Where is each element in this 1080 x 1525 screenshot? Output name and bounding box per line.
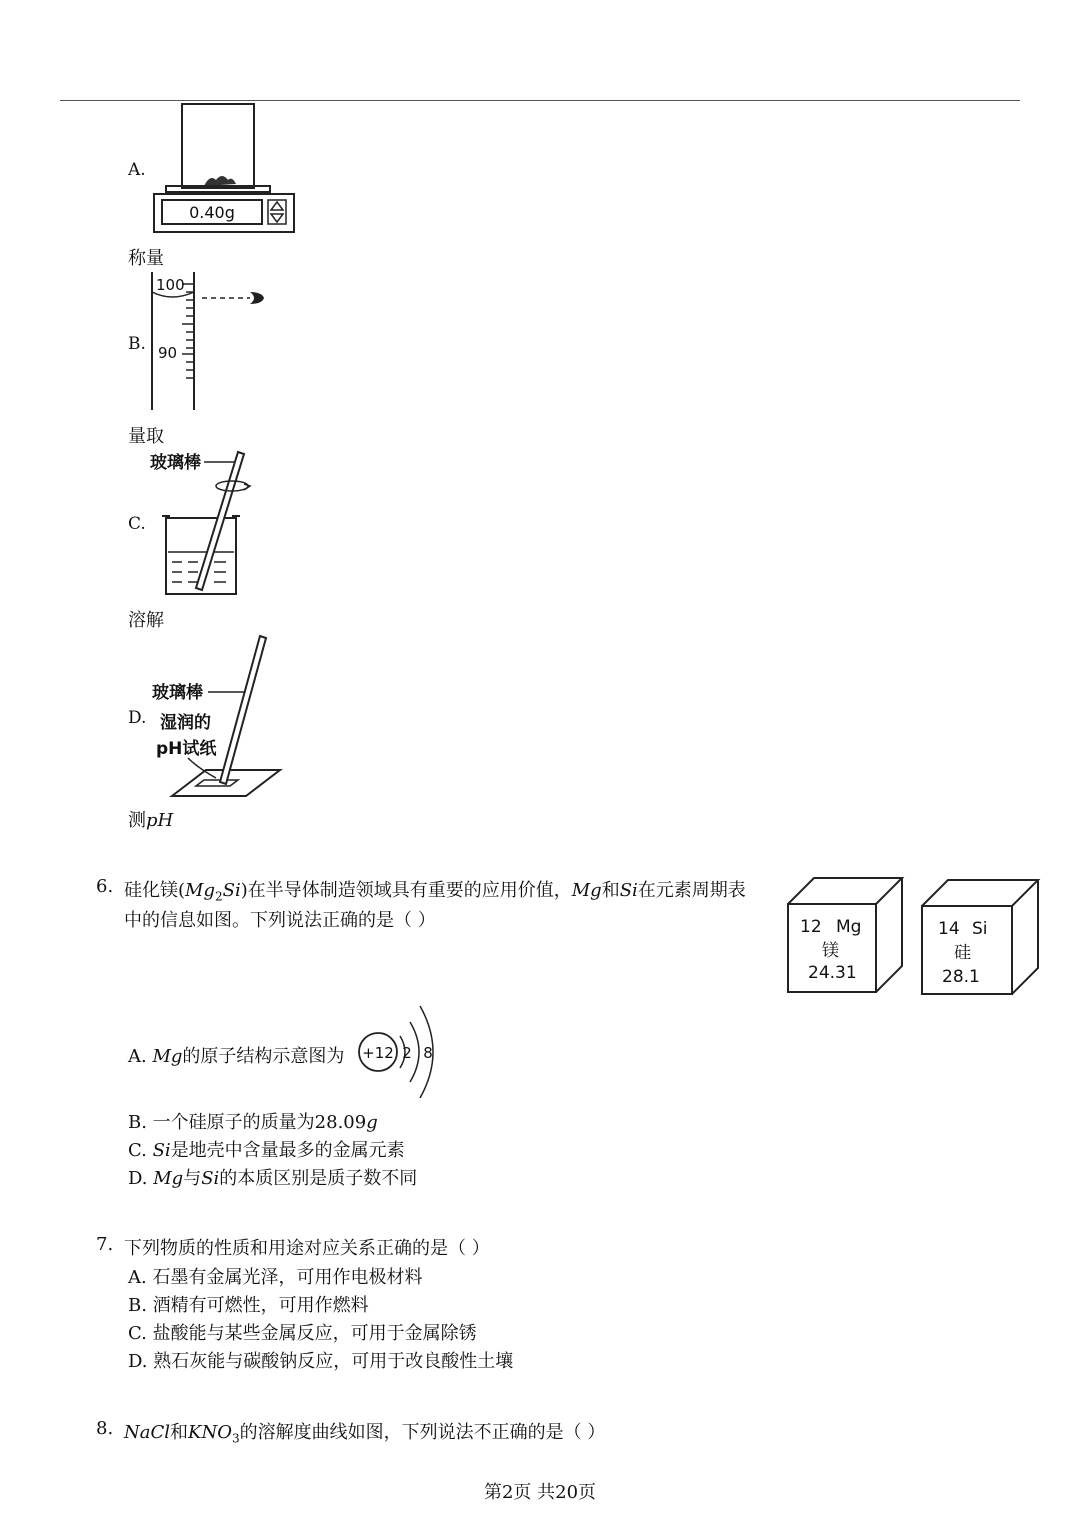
q7-option-d: D. 熟石灰能与碳酸钠反应，可用于改良酸性土壤	[128, 1351, 514, 1372]
si-atomic-number: 14	[938, 919, 960, 939]
header-rule	[60, 100, 1020, 101]
q8-stem	[124, 1418, 605, 1446]
ph-paper-line2: pH试纸	[156, 739, 217, 759]
q6-option-d	[128, 1164, 417, 1190]
q8-number: 8.	[96, 1418, 114, 1439]
dissolve-illustration	[148, 446, 268, 602]
mg-name: 镁	[822, 941, 839, 961]
q6-stem-si: Si	[619, 880, 638, 901]
q8-kno-sub: 3	[231, 1431, 240, 1446]
mg-atomic-number: 12	[800, 917, 822, 937]
ph-paper-line1: 湿润的	[160, 713, 211, 733]
q5-option-d-caption-var: pH	[146, 810, 174, 831]
q5-option-b-caption: 量取	[128, 426, 164, 447]
balance-illustration	[150, 102, 300, 236]
atom-shell-2: 8	[423, 1044, 433, 1062]
element-cards	[786, 876, 1046, 998]
q7-number: 7.	[96, 1234, 114, 1255]
dissolve-rod-label: 玻璃棒	[150, 453, 201, 473]
q6-number: 6.	[96, 876, 114, 897]
q6-stem-and: 和	[601, 880, 620, 901]
q7-stem: 下列物质的性质和用途对应关系正确的是（ ）	[124, 1238, 490, 1259]
q6-stem-line2: 中的信息如图。下列说法正确的是（ ）	[124, 910, 436, 931]
atom-shell-1: 2	[402, 1044, 412, 1062]
q6-option-c-var: Si	[152, 1140, 171, 1161]
q6-stem-part-a: 硅化镁(	[124, 880, 186, 901]
q7-option-a: A. 石墨有金属光泽，可用作电极材料	[128, 1267, 423, 1288]
q5-option-b-label: B.	[128, 334, 146, 354]
cylinder-illustration	[146, 270, 276, 414]
q6-option-a-text: 的原子结构示意图为	[182, 1046, 345, 1067]
q5-option-d-label: D.	[128, 708, 147, 728]
q6-option-d-mid: 与	[183, 1168, 202, 1189]
q6-option-c-text: 是地壳中含量最多的金属元素	[170, 1140, 405, 1161]
q6-option-a	[128, 1042, 344, 1068]
si-mass: 28.1	[942, 967, 980, 987]
q8-and: 和	[170, 1422, 189, 1443]
q6-option-d-label: D.	[128, 1168, 148, 1189]
ph-rod-label: 玻璃棒	[152, 683, 203, 703]
q6-option-a-var: Mg	[152, 1046, 183, 1067]
q6-option-a-label: A.	[128, 1046, 147, 1067]
q6-option-b-unit: g	[366, 1112, 378, 1133]
si-name: 硅	[954, 943, 971, 963]
si-symbol: Si	[972, 919, 988, 939]
mg-symbol: Mg	[836, 917, 862, 937]
q6-option-c	[128, 1136, 405, 1162]
q6-formula-sub: 2	[214, 889, 223, 904]
q6-option-d-var2: Si	[201, 1168, 220, 1189]
q5-option-c-caption: 溶解	[128, 610, 164, 631]
page-footer: 第2页 共20页	[483, 1482, 597, 1503]
q6-stem-line1	[124, 876, 746, 904]
atom-nucleus: +12	[362, 1044, 394, 1062]
balance-display: 0.40g	[189, 203, 235, 222]
q6-option-b-text: B. 一个硅原子的质量为28.09	[128, 1112, 367, 1133]
q7-option-b: B. 酒精有可燃性，可用作燃料	[128, 1295, 369, 1316]
ph-test-illustration	[144, 632, 286, 804]
q5-option-a-label: A.	[128, 160, 146, 180]
q6-stem-part-b: )在半导体制造领域具有重要的应用价值，	[240, 880, 572, 901]
cylinder-tick-top: 100	[156, 276, 185, 294]
q8-stem-text: 的溶解度曲线如图，下列说法不正确的是（ ）	[239, 1422, 606, 1443]
q6-formula-si: Si	[222, 880, 241, 901]
q5-option-d-caption	[128, 806, 173, 832]
q8-nacl: NaCl	[124, 1422, 171, 1443]
q7-option-c: C. 盐酸能与某些金属反应，可用于金属除锈	[128, 1323, 477, 1344]
q6-stem-mg: Mg	[571, 880, 602, 901]
cylinder-tick-mid: 90	[158, 344, 178, 362]
q6-stem-part-c: 在元素周期表	[637, 880, 746, 901]
q6-option-d-text: 的本质区别是质子数不同	[219, 1168, 418, 1189]
q8-kno: KNO	[188, 1422, 232, 1443]
q6-formula-mg: Mg	[185, 880, 215, 901]
q5-option-d-caption-prefix: 测	[128, 810, 146, 831]
q6-option-b	[128, 1108, 378, 1134]
q5-option-a-caption: 称量	[128, 248, 164, 269]
mg-atom-diagram	[352, 1002, 442, 1098]
q6-option-c-label: C.	[128, 1140, 147, 1161]
mg-mass: 24.31	[808, 963, 857, 983]
q5-option-c-label: C.	[128, 514, 146, 534]
q6-option-d-var1: Mg	[153, 1168, 184, 1189]
